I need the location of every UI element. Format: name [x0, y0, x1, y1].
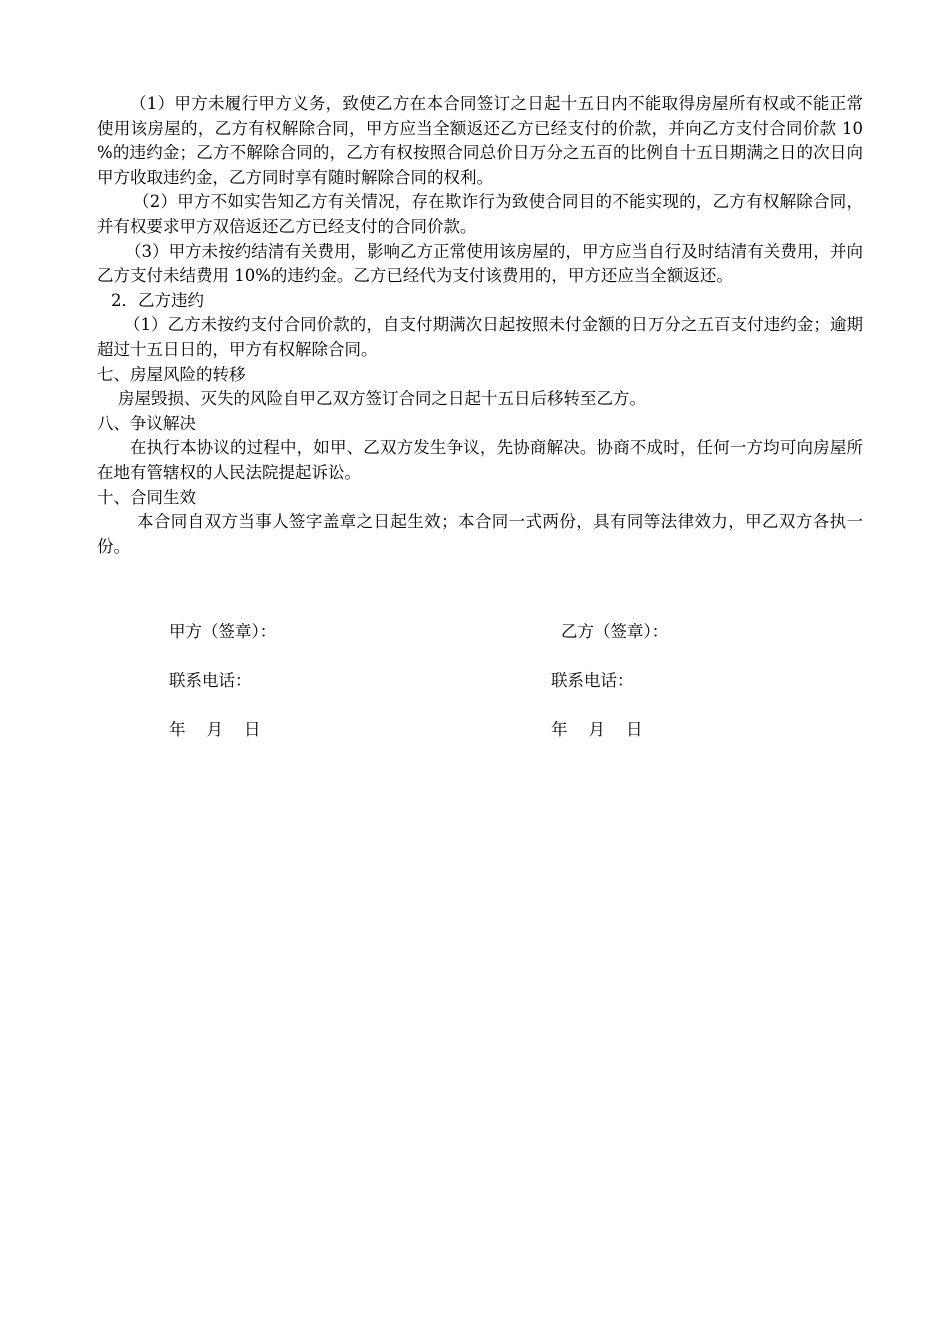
clause-party-a-breach-1: （1）甲方未履行甲方义务，致使乙方在本合同签订之日起十五日内不能取得房屋所有权或不能正常使用该房屋的，乙方有权解除合同，甲方应当全额返还乙方已经支付的价款，并向乙方支付合同价款 10 %的违约金；乙方不解除合同的，乙方有权按照合同总价日万分之五百的比例自十五日期满之日的次日向甲方收取违约金，乙方同时享有随时解除合同的权利。 — [97, 94, 863, 187]
party-a-date-label: 年 月 日 — [169, 720, 261, 739]
party-a-signature-label: 甲方（签章）： — [169, 622, 277, 641]
clause-dispute-resolution: 在执行本协议的过程中，如甲、乙双方发生争议，先协商解决。协商不成时，任何一方均可向房屋所在地有管辖权的人民法院提起诉讼。 — [97, 438, 863, 482]
clause-contract-effect: 本合同自双方当事人签字盖章之日起生效；本合同一式两份，具有同等法律效力，甲乙双方各执一份。 — [97, 512, 863, 556]
clause-party-a-breach-2: （2）甲方不如实告知乙方有关情况，存在欺诈行为致使合同目的不能实现的，乙方有权解除合同，并有权要求甲方双倍返还乙方已经支付的合同价款。 — [97, 192, 863, 236]
party-b-date-label: 年 月 日 — [551, 720, 643, 739]
clause-party-a-breach-3: （3）甲方未按约结清有关费用，影响乙方正常使用该房屋的，甲方应当自行及时结清有关费用，并向乙方支付未结费用 10%的违约金。乙方已经代为支付该费用的，甲方还应当全额返还。 — [97, 241, 863, 286]
heading-risk-transfer: 七、房屋风险的转移 — [97, 364, 246, 384]
clause-risk-transfer: 房屋毁损、灭失的风险自甲乙双方签订合同之日起十五日后移转至乙方。 — [118, 389, 646, 409]
clause-party-b-breach-1: （1）乙方未按约支付合同价款的，自支付期满次日起按照未付金额的日万分之五百支付违约金；逾期超过十五日日的，甲方有权解除合同。 — [97, 315, 863, 359]
contract-page — [97, 92, 863, 559]
party-b-signature-label: 乙方（签章）： — [561, 622, 669, 641]
heading-dispute-resolution: 八、争议解决 — [97, 413, 196, 433]
heading-contract-effect: 十、合同生效 — [97, 487, 196, 507]
party-b-phone-label: 联系电话： — [551, 671, 634, 690]
party-a-phone-label: 联系电话： — [169, 671, 252, 690]
heading-party-b-breach: 2．乙方违约 — [111, 290, 204, 310]
